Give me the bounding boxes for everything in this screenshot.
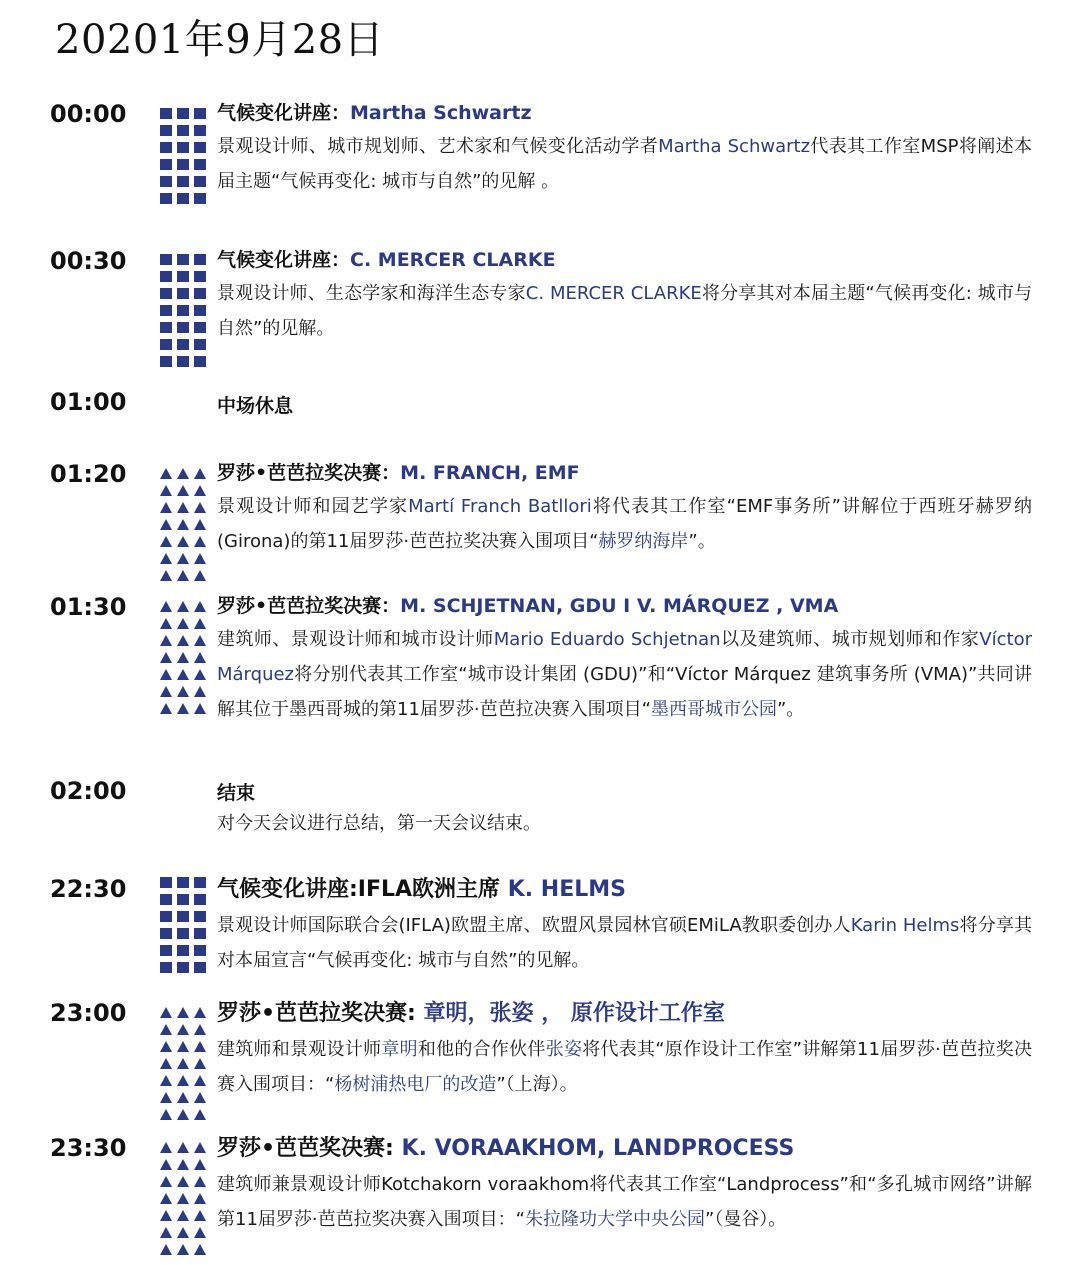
square-mark bbox=[160, 193, 172, 204]
square-mark bbox=[160, 356, 172, 367]
event-time: 01:30 bbox=[50, 593, 127, 621]
triangle-mark bbox=[160, 1227, 172, 1238]
square-mark bbox=[160, 108, 172, 119]
triangle-mark bbox=[177, 618, 189, 629]
highlight-text: Martha Schwartz bbox=[658, 136, 811, 157]
event-time: 22:30 bbox=[50, 875, 127, 903]
square-mark bbox=[194, 928, 206, 939]
event-time: 00:00 bbox=[50, 100, 127, 128]
event-title bbox=[217, 593, 1032, 619]
page-date: 20201年9月28日 bbox=[55, 17, 385, 63]
event-description bbox=[217, 1167, 1032, 1237]
highlight-text: 杨树浦热电厂的改造 bbox=[334, 1074, 497, 1095]
desc-text: ”（曼谷）。 bbox=[704, 1209, 787, 1230]
triangle-mark bbox=[194, 1024, 206, 1035]
triangle-mark bbox=[160, 1075, 172, 1086]
title-highlight: M. FRANCH, EMF bbox=[400, 462, 580, 484]
square-mark bbox=[177, 142, 189, 153]
triangle-mark bbox=[177, 1058, 189, 1069]
triangle-mark bbox=[160, 1092, 172, 1103]
square-mark bbox=[177, 125, 189, 136]
desc-text: ”。 bbox=[688, 531, 716, 552]
title-highlight: C. MERCER CLARKE bbox=[350, 249, 556, 271]
event-title bbox=[217, 247, 1032, 273]
event-title bbox=[217, 100, 1032, 126]
square-mark bbox=[177, 288, 189, 299]
square-mark bbox=[177, 176, 189, 187]
square-mark bbox=[160, 877, 172, 888]
triangle-mark bbox=[177, 468, 189, 479]
triangles-icon bbox=[160, 466, 206, 582]
triangle-mark bbox=[194, 635, 206, 646]
triangle-mark bbox=[160, 669, 172, 680]
square-mark bbox=[194, 305, 206, 316]
square-mark bbox=[160, 288, 172, 299]
triangle-mark bbox=[177, 519, 189, 530]
square-mark bbox=[194, 945, 206, 956]
square-mark bbox=[194, 911, 206, 922]
event-time: 23:00 bbox=[50, 999, 127, 1027]
highlight-text: 赫罗纳海岸 bbox=[598, 531, 689, 552]
desc-text: 景观设计师、城市规划师、艺术家和气候变化活动学者 bbox=[217, 136, 659, 157]
triangle-mark bbox=[177, 635, 189, 646]
highlight-text: 墨西哥城市公园 bbox=[650, 699, 777, 720]
triangle-mark bbox=[194, 553, 206, 564]
square-mark bbox=[177, 193, 189, 204]
title-prefix: 气候变化讲座:IFLA欧洲主席 bbox=[217, 877, 508, 902]
desc-text: 将代表其“原作设计工作室”讲解第11届罗莎·芭芭拉奖决赛入围项目：“ bbox=[217, 1039, 1033, 1095]
triangles-icon bbox=[160, 1140, 206, 1256]
square-mark bbox=[194, 176, 206, 187]
triangle-mark bbox=[177, 1075, 189, 1086]
triangle-mark bbox=[160, 1142, 172, 1153]
title-prefix: 罗莎•芭芭拉奖决赛： bbox=[217, 462, 401, 484]
highlight-text: 章明 bbox=[381, 1039, 418, 1060]
square-mark bbox=[177, 877, 189, 888]
highlight-text: 张姿 bbox=[545, 1039, 583, 1060]
square-mark bbox=[160, 339, 172, 350]
event-title: 中场休息 bbox=[217, 395, 294, 417]
square-mark bbox=[160, 159, 172, 170]
square-mark bbox=[177, 911, 189, 922]
triangle-mark bbox=[194, 1142, 206, 1153]
triangle-mark bbox=[177, 686, 189, 697]
square-mark bbox=[194, 877, 206, 888]
triangle-mark bbox=[160, 536, 172, 547]
triangle-mark bbox=[194, 1210, 206, 1221]
square-mark bbox=[177, 339, 189, 350]
triangle-mark bbox=[194, 1176, 206, 1187]
triangle-mark bbox=[177, 1007, 189, 1018]
desc-text: ”（上海）。 bbox=[496, 1074, 578, 1095]
triangle-mark bbox=[177, 1244, 189, 1255]
squares-icon bbox=[160, 254, 206, 368]
triangle-mark bbox=[160, 1024, 172, 1035]
triangle-mark bbox=[160, 652, 172, 663]
triangle-mark bbox=[194, 652, 206, 663]
desc-text: 景观设计师国际联合会(IFLA)欧盟主席、欧盟风景园林官硕EMiLA教职委创办人 bbox=[217, 915, 851, 936]
triangle-mark bbox=[160, 1193, 172, 1204]
event-time: 02:00 bbox=[50, 777, 127, 805]
triangles-icon bbox=[160, 599, 206, 715]
square-mark bbox=[194, 108, 206, 119]
squares-icon bbox=[160, 108, 206, 205]
desc-text: 将分享其对本届主题“气候再变化: 城市与自然”的见解。 bbox=[217, 283, 1032, 339]
triangle-mark bbox=[160, 635, 172, 646]
triangle-mark bbox=[194, 1075, 206, 1086]
square-mark bbox=[160, 305, 172, 316]
triangle-mark bbox=[160, 1159, 172, 1170]
event-description bbox=[217, 276, 1032, 346]
triangle-mark bbox=[194, 1159, 206, 1170]
triangle-mark bbox=[177, 1109, 189, 1120]
square-mark bbox=[194, 142, 206, 153]
desc-text: 景观设计师、生态学家和海洋生态专家 bbox=[217, 283, 526, 304]
event-description bbox=[217, 622, 1032, 727]
title-prefix: 气候变化讲座： bbox=[217, 249, 351, 271]
square-mark bbox=[177, 945, 189, 956]
triangle-mark bbox=[194, 1244, 206, 1255]
square-mark bbox=[160, 928, 172, 939]
square-mark bbox=[177, 108, 189, 119]
square-mark bbox=[177, 962, 189, 973]
highlight-text: C. MERCER CLARKE bbox=[525, 283, 702, 304]
highlight-text: 朱拉隆功大学中央公园 bbox=[524, 1209, 705, 1230]
triangle-mark bbox=[160, 553, 172, 564]
title-highlight: 章明，张姿 ， 原作设计工作室 bbox=[423, 1001, 725, 1026]
triangle-mark bbox=[177, 570, 189, 581]
triangle-mark bbox=[194, 1041, 206, 1052]
triangle-mark bbox=[160, 1244, 172, 1255]
event-title bbox=[217, 999, 1032, 1029]
triangle-mark bbox=[194, 1092, 206, 1103]
title-prefix: 罗莎•芭芭拉奖决赛： bbox=[217, 595, 401, 617]
event-title: 结束 bbox=[217, 782, 256, 804]
square-mark bbox=[194, 193, 206, 204]
square-mark bbox=[160, 142, 172, 153]
desc-text: 将分享其对本届宣言“气候再变化: 城市与自然”的见解。 bbox=[217, 915, 1032, 971]
desc-text: 和他的合作伙伴 bbox=[417, 1039, 546, 1060]
triangle-mark bbox=[194, 1109, 206, 1120]
triangle-mark bbox=[177, 1142, 189, 1153]
event-title bbox=[217, 1134, 1032, 1164]
triangle-mark bbox=[177, 652, 189, 663]
triangle-mark bbox=[177, 601, 189, 612]
triangle-mark bbox=[194, 468, 206, 479]
triangle-mark bbox=[194, 686, 206, 697]
desc-text: 代表其工作室MSP将阐述本届主题“气候再变化: 城市与自然”的见解 。 bbox=[217, 136, 1032, 192]
square-mark bbox=[160, 322, 172, 333]
triangle-mark bbox=[160, 1210, 172, 1221]
event-description bbox=[217, 806, 1032, 841]
triangle-mark bbox=[177, 1176, 189, 1187]
square-mark bbox=[194, 356, 206, 367]
triangle-mark bbox=[194, 570, 206, 581]
square-mark bbox=[177, 894, 189, 905]
highlight-text: Karin Helms bbox=[850, 915, 960, 936]
triangle-mark bbox=[194, 1058, 206, 1069]
triangle-mark bbox=[177, 669, 189, 680]
square-mark bbox=[194, 159, 206, 170]
triangle-mark bbox=[194, 519, 206, 530]
square-mark bbox=[177, 928, 189, 939]
highlight-text: Martí Franch Batllori bbox=[408, 496, 592, 517]
triangle-mark bbox=[177, 502, 189, 513]
triangle-mark bbox=[177, 1041, 189, 1052]
squares-icon bbox=[160, 877, 206, 974]
square-mark bbox=[194, 125, 206, 136]
triangle-mark bbox=[177, 553, 189, 564]
triangle-mark bbox=[194, 502, 206, 513]
event-description bbox=[217, 129, 1032, 199]
square-mark bbox=[177, 322, 189, 333]
square-mark bbox=[160, 176, 172, 187]
triangle-mark bbox=[177, 703, 189, 714]
square-mark bbox=[177, 271, 189, 282]
triangle-mark bbox=[160, 1007, 172, 1018]
square-mark bbox=[160, 911, 172, 922]
square-mark bbox=[160, 894, 172, 905]
triangle-mark bbox=[160, 601, 172, 612]
title-prefix: 气候变化讲座： bbox=[217, 102, 351, 124]
square-mark bbox=[177, 254, 189, 265]
triangle-mark bbox=[160, 703, 172, 714]
triangle-mark bbox=[160, 686, 172, 697]
square-mark bbox=[177, 305, 189, 316]
triangle-mark bbox=[160, 618, 172, 629]
desc-text: 以及建筑师、城市规划师和作家 bbox=[720, 629, 980, 650]
event-time: 01:20 bbox=[50, 460, 127, 488]
event-time: 01:00 bbox=[50, 388, 127, 416]
triangle-mark bbox=[194, 1227, 206, 1238]
desc-text: 建筑师、景观设计师和城市设计师 bbox=[217, 629, 494, 650]
triangle-mark bbox=[177, 1024, 189, 1035]
square-mark bbox=[160, 962, 172, 973]
square-mark bbox=[194, 339, 206, 350]
title-highlight: K. VORAAKHOM, LANDPROCESS bbox=[401, 1136, 795, 1161]
triangle-mark bbox=[177, 1210, 189, 1221]
triangle-mark bbox=[194, 485, 206, 496]
triangle-mark bbox=[177, 536, 189, 547]
event-time: 00:30 bbox=[50, 247, 127, 275]
triangle-mark bbox=[160, 1176, 172, 1187]
highlight-text: Mario Eduardo Schjetnan bbox=[493, 629, 721, 650]
triangle-mark bbox=[177, 1227, 189, 1238]
title-highlight: K. HELMS bbox=[507, 877, 626, 902]
desc-text: 建筑师和景观设计师 bbox=[217, 1039, 382, 1060]
triangle-mark bbox=[194, 1007, 206, 1018]
square-mark bbox=[160, 125, 172, 136]
triangle-mark bbox=[160, 485, 172, 496]
title-highlight: Martha Schwartz bbox=[350, 102, 532, 124]
triangle-mark bbox=[160, 1058, 172, 1069]
square-mark bbox=[194, 322, 206, 333]
desc-text: 建筑师兼景观设计师Kotchakorn voraakhom将代表其工作室“Landprocess”和“多孔城市网络”讲解第11届罗莎·芭芭拉奖决赛入围项目：“ bbox=[217, 1174, 1032, 1230]
title-highlight: M. SCHJETNAN, GDU I V. MÁRQUEZ , VMA bbox=[400, 595, 839, 617]
square-mark bbox=[160, 945, 172, 956]
triangle-mark bbox=[177, 1159, 189, 1170]
triangle-mark bbox=[160, 1109, 172, 1120]
square-mark bbox=[160, 271, 172, 282]
event-time: 23:30 bbox=[50, 1134, 127, 1162]
triangle-mark bbox=[160, 519, 172, 530]
square-mark bbox=[160, 254, 172, 265]
triangle-mark bbox=[177, 1193, 189, 1204]
event-description bbox=[217, 1032, 1032, 1102]
desc-text: 将代表其工作室“EMF事务所”讲解位于西班牙赫罗纳(Girona)的第11届罗莎·芭芭拉奖决赛入围项目“ bbox=[217, 496, 1033, 552]
desc-text: 景观设计师和园艺学家 bbox=[217, 496, 409, 517]
triangle-mark bbox=[194, 669, 206, 680]
title-prefix: 罗莎•芭芭拉奖决赛: bbox=[217, 1001, 424, 1026]
triangle-mark bbox=[177, 485, 189, 496]
triangle-mark bbox=[194, 618, 206, 629]
event-title bbox=[217, 460, 1032, 486]
square-mark bbox=[177, 356, 189, 367]
square-mark bbox=[194, 254, 206, 265]
event-description bbox=[217, 489, 1032, 559]
triangle-mark bbox=[194, 703, 206, 714]
square-mark bbox=[177, 159, 189, 170]
triangle-mark bbox=[194, 536, 206, 547]
triangle-mark bbox=[194, 1193, 206, 1204]
square-mark bbox=[194, 962, 206, 973]
triangle-mark bbox=[160, 468, 172, 479]
triangle-mark bbox=[160, 502, 172, 513]
triangles-icon bbox=[160, 1005, 206, 1121]
highlight-text: Víctor Márquez bbox=[217, 629, 1033, 685]
event-title bbox=[217, 875, 1032, 905]
square-mark bbox=[194, 894, 206, 905]
triangle-mark bbox=[194, 601, 206, 612]
desc-text: 将分别代表其工作室“城市设计集团 (GDU)”和“Víctor Márquez 建筑事务所 (VMA)”共同讲解其位于墨西哥城的第11届罗莎·芭芭拉决赛入围项目“ bbox=[217, 664, 1032, 720]
square-mark bbox=[194, 288, 206, 299]
triangle-mark bbox=[177, 1092, 189, 1103]
event-description bbox=[217, 908, 1032, 978]
desc-text: 对今天会议进行总结，第一天会议结束。 bbox=[217, 813, 541, 834]
triangle-mark bbox=[160, 1041, 172, 1052]
triangle-mark bbox=[160, 570, 172, 581]
title-prefix: 罗莎•芭芭奖决赛: bbox=[217, 1136, 402, 1161]
square-mark bbox=[194, 271, 206, 282]
desc-text: ”。 bbox=[776, 699, 805, 720]
